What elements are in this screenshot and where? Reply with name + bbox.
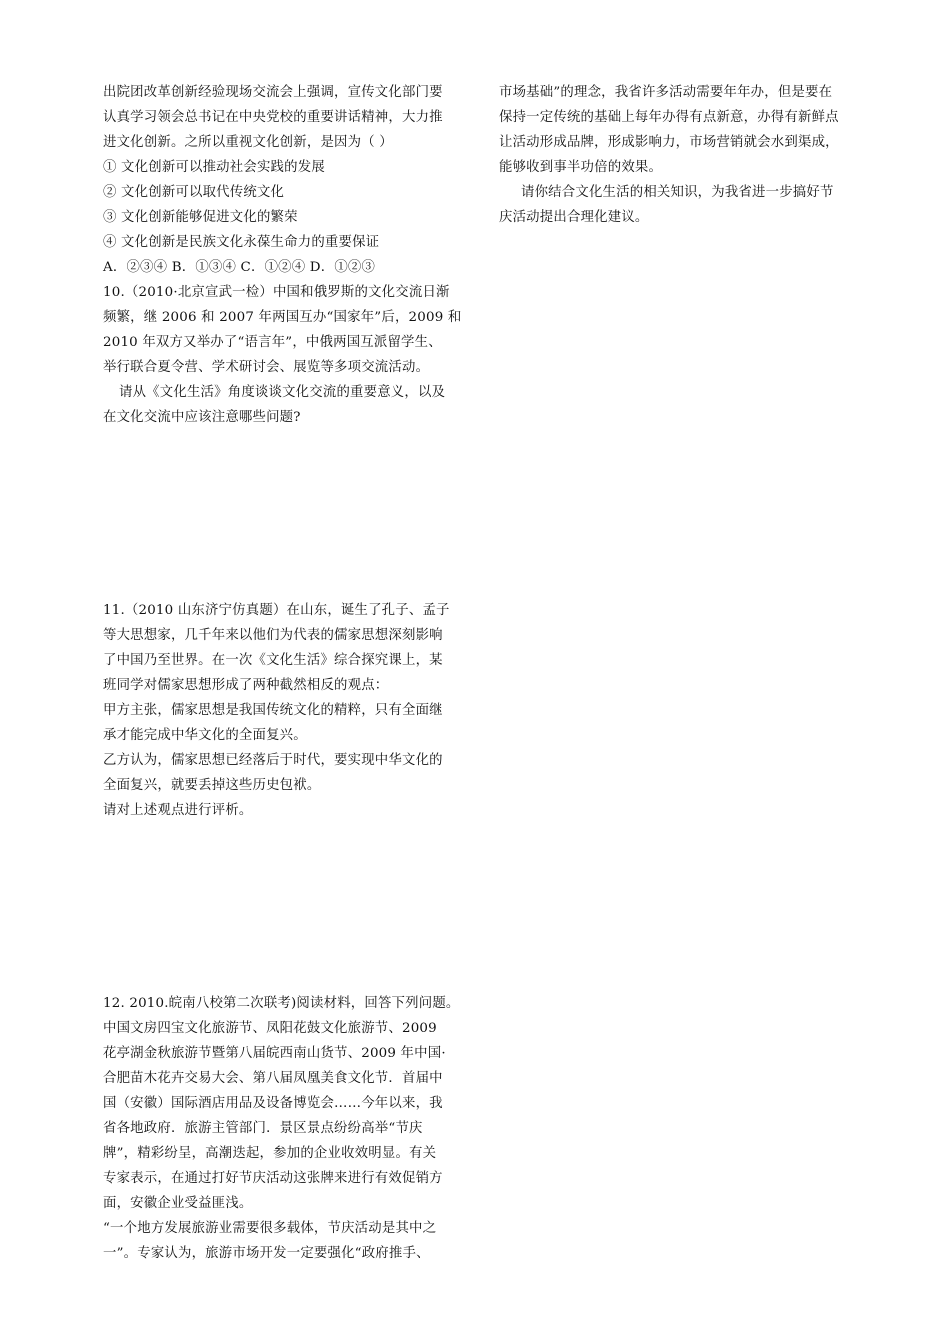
q12-line: 省各地政府．旅游主管部门．景区景点纷纷高举“节庆: [103, 1121, 423, 1136]
q10-line: 频繁，继 2006 和 2007 年两国互办“国家年”后，2009 和: [103, 310, 462, 325]
q12-continued-line: 让活动形成品牌，形成影响力，市场营销就会水到渠成，: [499, 135, 839, 150]
q12-prompt: 庆活动提出合理化建议。: [499, 210, 649, 225]
q12-line: 专家表示，在通过打好节庆活动这张牌来进行有效促销方: [103, 1171, 443, 1186]
q11-line: 11.（2010 山东济宁仿真题）在山东，诞生了孔子、孟子: [103, 603, 450, 618]
q12-line: 12. 2010.皖南八校第二次联考)阅读材料，回答下列问题。: [103, 996, 460, 1011]
q9-line: 进文化创新。之所以重视文化创新，是因为（ ）: [103, 135, 393, 150]
q12-line: 一”。专家认为，旅游市场开发一定要强化“政府推手、: [103, 1246, 430, 1261]
q10-line: 10.（2010·北京宣武一检）中国和俄罗斯的文化交流日渐: [103, 285, 450, 300]
question-9: [103, 80, 483, 280]
q11-line: 承才能完成中华文化的全面复兴。: [103, 728, 307, 743]
q12-line: 牌”，精彩纷呈，高潮迭起，参加的企业收效明显。有关: [103, 1146, 437, 1161]
q11-line: 甲方主张，儒家思想是我国传统文化的精粹，只有全面继: [103, 703, 443, 718]
q9-option: ② 文化创新可以取代传统文化: [103, 185, 285, 200]
answer-space: [103, 430, 483, 598]
q10-prompt: 在文化交流中应该注意哪些问题?: [103, 410, 301, 425]
q12-line: “一个地方发展旅游业需要很多载体，节庆活动是其中之: [103, 1221, 437, 1236]
q11-line: 请对上述观点进行评析。: [103, 803, 253, 818]
q11-line: 等大思想家，几千年来以他们为代表的儒家思想深刻影响: [103, 628, 443, 643]
q12-prompt: 请你结合文化生活的相关知识，为我省进一步搞好节: [521, 185, 834, 200]
q9-option: ④ 文化创新是民族文化永葆生命力的重要保证: [103, 235, 380, 250]
q12-line: 花亭湖金秋旅游节暨第八届皖西南山货节、2009 年中国·: [103, 1046, 446, 1061]
q12-line: 面，安徽企业受益匪浅。: [103, 1196, 253, 1211]
q11-line: 全面复兴，就要丢掉这些历史包袱。: [103, 778, 321, 793]
q10-prompt: 请从《文化生活》角度谈谈文化交流的重要意义，以及: [119, 385, 446, 400]
q12-line: 国（安徽）国际酒店用品及设备博览会……今年以来，我: [103, 1096, 443, 1111]
q9-line: 认真学习领会总书记在中央党校的重要讲话精神，大力推: [103, 110, 443, 125]
q11-line: 班同学对儒家思想形成了两种截然相反的观点：: [103, 678, 389, 693]
q10-line: 举行联合夏令营、学术研讨会、展览等多项交流活动。: [103, 360, 430, 375]
question-12: [103, 991, 483, 1266]
q9-line: 出院团改革创新经验现场交流会上强调，宣传文化部门要: [103, 85, 443, 100]
q11-line: 乙方认为，儒家思想已经落后于时代，要实现中华文化的: [103, 753, 443, 768]
q12-continued-line: 保持一定传统的基础上每年办得有点新意，办得有新鲜点: [499, 110, 839, 125]
question-11: [103, 598, 483, 823]
q9-option: ① 文化创新可以推动社会实践的发展: [103, 160, 325, 175]
question-10: [103, 280, 483, 430]
q12-line: 合肥苗木花卉交易大会、第八届凤凰美食文化节．首届中: [103, 1071, 443, 1086]
q9-option: ③ 文化创新能够促进文化的繁荣: [103, 210, 298, 225]
q9-answer-choices: A．②③④ B．①③④ C．①②④ D．①②③: [103, 260, 376, 275]
q12-line: 中国文房四宝文化旅游节、凤阳花鼓文化旅游节、2009: [103, 1021, 437, 1036]
q12-continued-line: 市场基础”的理念，我省许多活动需要年年办，但是要在: [499, 85, 833, 100]
answer-space: [103, 823, 483, 991]
right-column: [499, 80, 864, 230]
q12-continued-line: 能够收到事半功倍的效果。: [499, 160, 663, 175]
q10-line: 2010 年双方又举办了“语言年”，中俄两国互派留学生、: [103, 335, 442, 350]
q11-line: 了中国乃至世界。在一次《文化生活》综合探究课上，某: [103, 653, 443, 668]
question-12-continued: [499, 80, 864, 230]
left-column: [103, 80, 483, 1266]
